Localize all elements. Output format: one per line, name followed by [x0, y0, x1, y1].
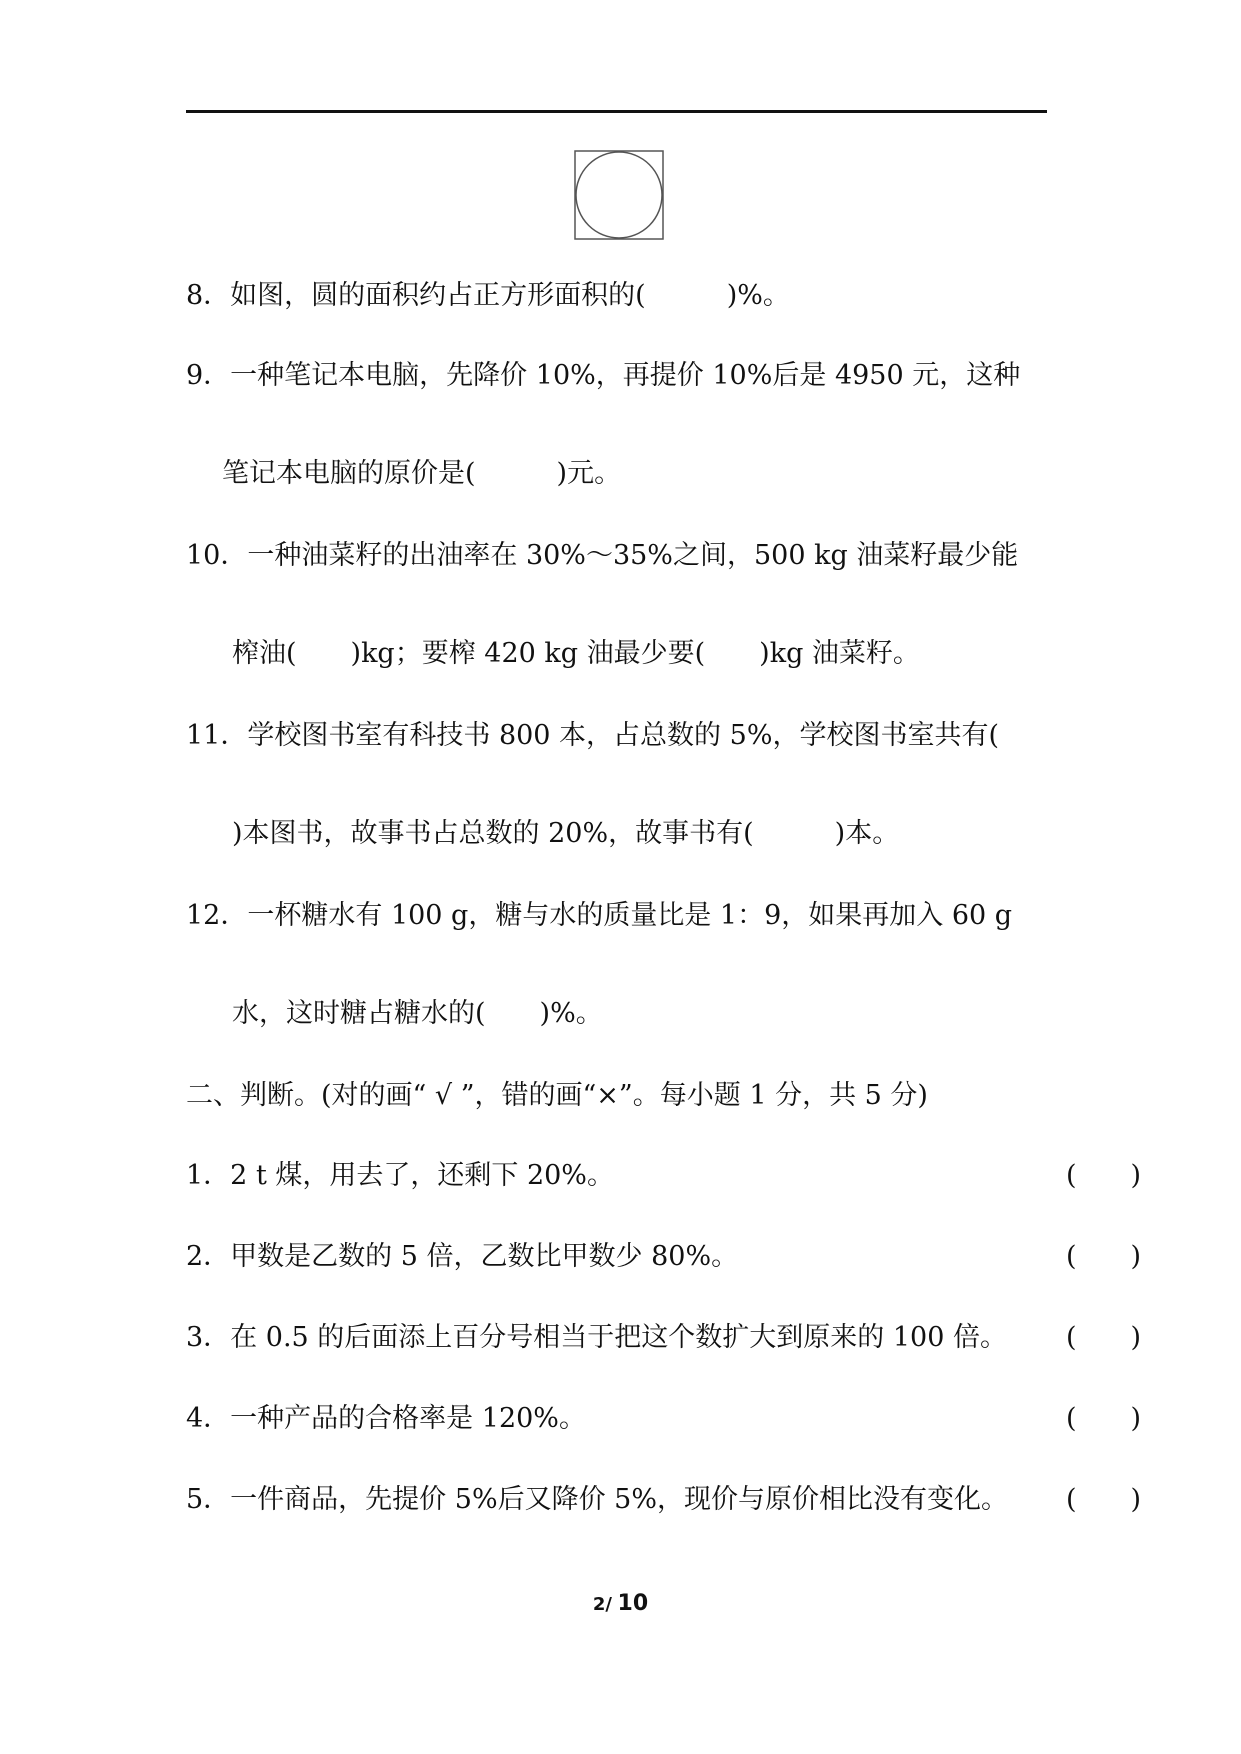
question-9-line-2: 笔记本电脑的原价是( )元。 — [222, 458, 622, 489]
question-11-line-2: )本图书，故事书占总数的 20%，故事书有( )本。 — [232, 818, 900, 849]
judge-item-5: 5．一件商品，先提价 5%后又降价 5%，现价与原价相比没有变化。 — [186, 1484, 1009, 1515]
circle-in-square-figure — [574, 150, 664, 240]
question-9-line-1: 9．一种笔记本电脑，先降价 10%，再提价 10%后是 4950 元，这种 — [186, 360, 1021, 391]
question-12-line-1: 12．一杯糖水有 100 g，糖与水的质量比是 1：9，如果再加入 60 g — [186, 900, 1013, 931]
page-current: 2/ — [592, 1594, 612, 1615]
question-10-line-2: 榨油( )kg；要榨 420 kg 油最少要( )kg 油菜籽。 — [232, 638, 920, 669]
question-12-line-2: 水，这时糖占糖水的( )%。 — [232, 998, 603, 1029]
judge-answer-blank-1: ( ) — [1066, 1160, 1142, 1191]
question-11-line-1: 11．学校图书室有科技书 800 本，占总数的 5%，学校图书室共有( — [186, 720, 1000, 751]
section-2-heading: 二、判断。(对的画“ √ ”，错的画“×”。每小题 1 分，共 5 分) — [186, 1080, 928, 1111]
question-10-line-1: 10．一种油菜籽的出油率在 30%～35%之间，500 kg 油菜籽最少能 — [186, 540, 1019, 571]
judge-answer-blank-4: ( ) — [1066, 1403, 1142, 1434]
judge-answer-blank-5: ( ) — [1066, 1484, 1142, 1515]
judge-item-1: 1．2 t 煤，用去了，还剩下 20%。 — [186, 1160, 614, 1191]
judge-answer-blank-3: ( ) — [1066, 1322, 1142, 1353]
judge-item-2: 2．甲数是乙数的 5 倍，乙数比甲数少 80%。 — [186, 1241, 739, 1272]
judge-item-3: 3．在 0.5 的后面添上百分号相当于把这个数扩大到原来的 100 倍。 — [186, 1322, 1007, 1353]
page-total: 10 — [617, 1591, 649, 1616]
judge-answer-blank-2: ( ) — [1066, 1241, 1142, 1272]
judge-item-4: 4．一种产品的合格率是 120%。 — [186, 1403, 586, 1434]
page-number — [0, 1591, 1241, 1616]
question-8: 8．如图，圆的面积约占正方形面积的( )%。 — [186, 280, 790, 311]
header-rule — [186, 110, 1047, 113]
